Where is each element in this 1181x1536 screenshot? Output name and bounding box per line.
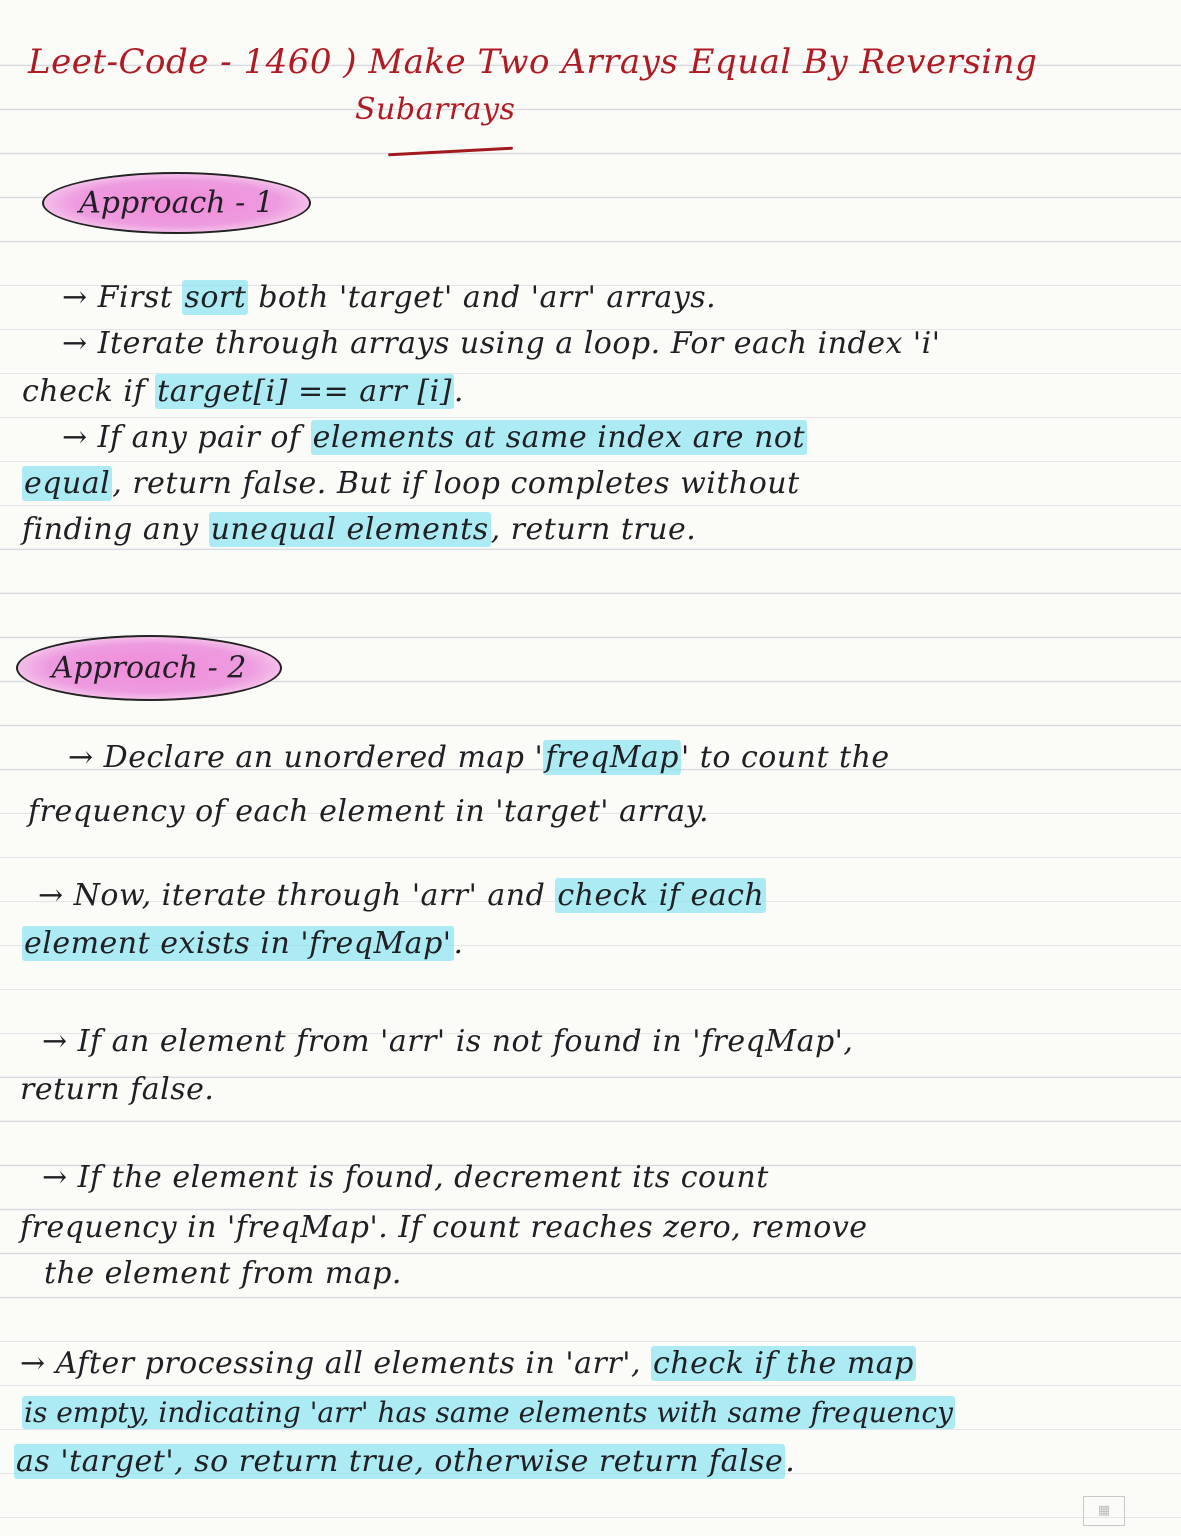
- text: , return false. But if loop completes without: [112, 466, 800, 501]
- text: frequency of each element in 'target' array.: [28, 794, 710, 829]
- approach-2-badge: [16, 635, 282, 701]
- highlighted-text: check if the map: [653, 1346, 914, 1381]
- approach-2-line: [28, 794, 709, 829]
- highlighted-text: freqMap: [545, 740, 680, 775]
- text: → If the element is found, decrement its count: [42, 1160, 769, 1195]
- text: the element from map.: [44, 1256, 402, 1291]
- approach-1-line: [62, 326, 941, 361]
- text: → If any pair of: [62, 420, 311, 455]
- approach-1-label: Approach - 1: [79, 185, 274, 221]
- approach-2-line: [20, 1210, 868, 1245]
- text: → After processing all elements in 'arr',: [20, 1346, 652, 1381]
- approach-1-line: [62, 420, 807, 455]
- text: ' to count the: [681, 740, 890, 775]
- text: frequency in 'freqMap'. If count reaches zero, remove: [20, 1210, 868, 1245]
- highlighted-text: equal: [24, 466, 111, 501]
- text: both 'target' and 'arr' arrays.: [248, 280, 717, 315]
- approach-1-line: [22, 466, 800, 501]
- approach-1-line: [22, 374, 464, 409]
- text: return false.: [20, 1072, 215, 1107]
- highlighted-text: sort: [184, 280, 247, 315]
- page-title: Leet-Code - 1460 ) Make Two Arrays Equal By Reversing: [28, 42, 1038, 82]
- highlighted-text: element exists in 'freqMap': [24, 926, 452, 961]
- text: → Declare an unordered map ': [68, 740, 544, 775]
- text: check if: [22, 374, 156, 409]
- text: finding any: [22, 512, 209, 547]
- text: → If an element from 'arr' is not found in 'freqMap',: [42, 1024, 854, 1059]
- approach-2-line: [44, 1256, 402, 1291]
- approach-2-line: [42, 1024, 853, 1059]
- approach-1-line: [22, 512, 696, 547]
- approach-2-line: [22, 1396, 955, 1429]
- highlighted-text: check if each: [557, 878, 765, 913]
- text: .: [453, 374, 464, 409]
- approach-2-line: [20, 1072, 214, 1107]
- highlighted-text: elements at same index are not: [312, 420, 806, 455]
- text: → First: [62, 280, 183, 315]
- approach-2-line: [42, 1160, 769, 1195]
- approach-2-line: [68, 740, 890, 775]
- highlighted-text: as 'target', so return true, otherwise return false: [16, 1444, 784, 1479]
- approach-2-line: [22, 926, 464, 961]
- approach-2-label: Approach - 2: [51, 650, 247, 686]
- highlighted-text: target[i] == arr [i]: [157, 374, 452, 409]
- highlighted-text: unequal elements: [210, 512, 489, 547]
- highlighted-text: is empty, indicating 'arr' has same elements with same frequency: [24, 1396, 953, 1429]
- approach-2-line: [20, 1346, 916, 1381]
- approach-1-line: [62, 280, 716, 315]
- title-underline: [388, 147, 513, 157]
- approach-2-line: [38, 878, 766, 913]
- text: → Iterate through arrays using a loop. For each index 'i': [62, 326, 941, 361]
- text: , return true.: [490, 512, 697, 547]
- text: .: [453, 926, 464, 961]
- text: → Now, iterate through 'arr' and: [38, 878, 556, 913]
- approach-1-badge: [42, 172, 311, 234]
- page-title-continued: Subarrays: [355, 92, 516, 127]
- approach-2-line: [14, 1444, 795, 1479]
- text: .: [785, 1444, 796, 1479]
- corner-stamp-icon: ▦: [1083, 1496, 1125, 1526]
